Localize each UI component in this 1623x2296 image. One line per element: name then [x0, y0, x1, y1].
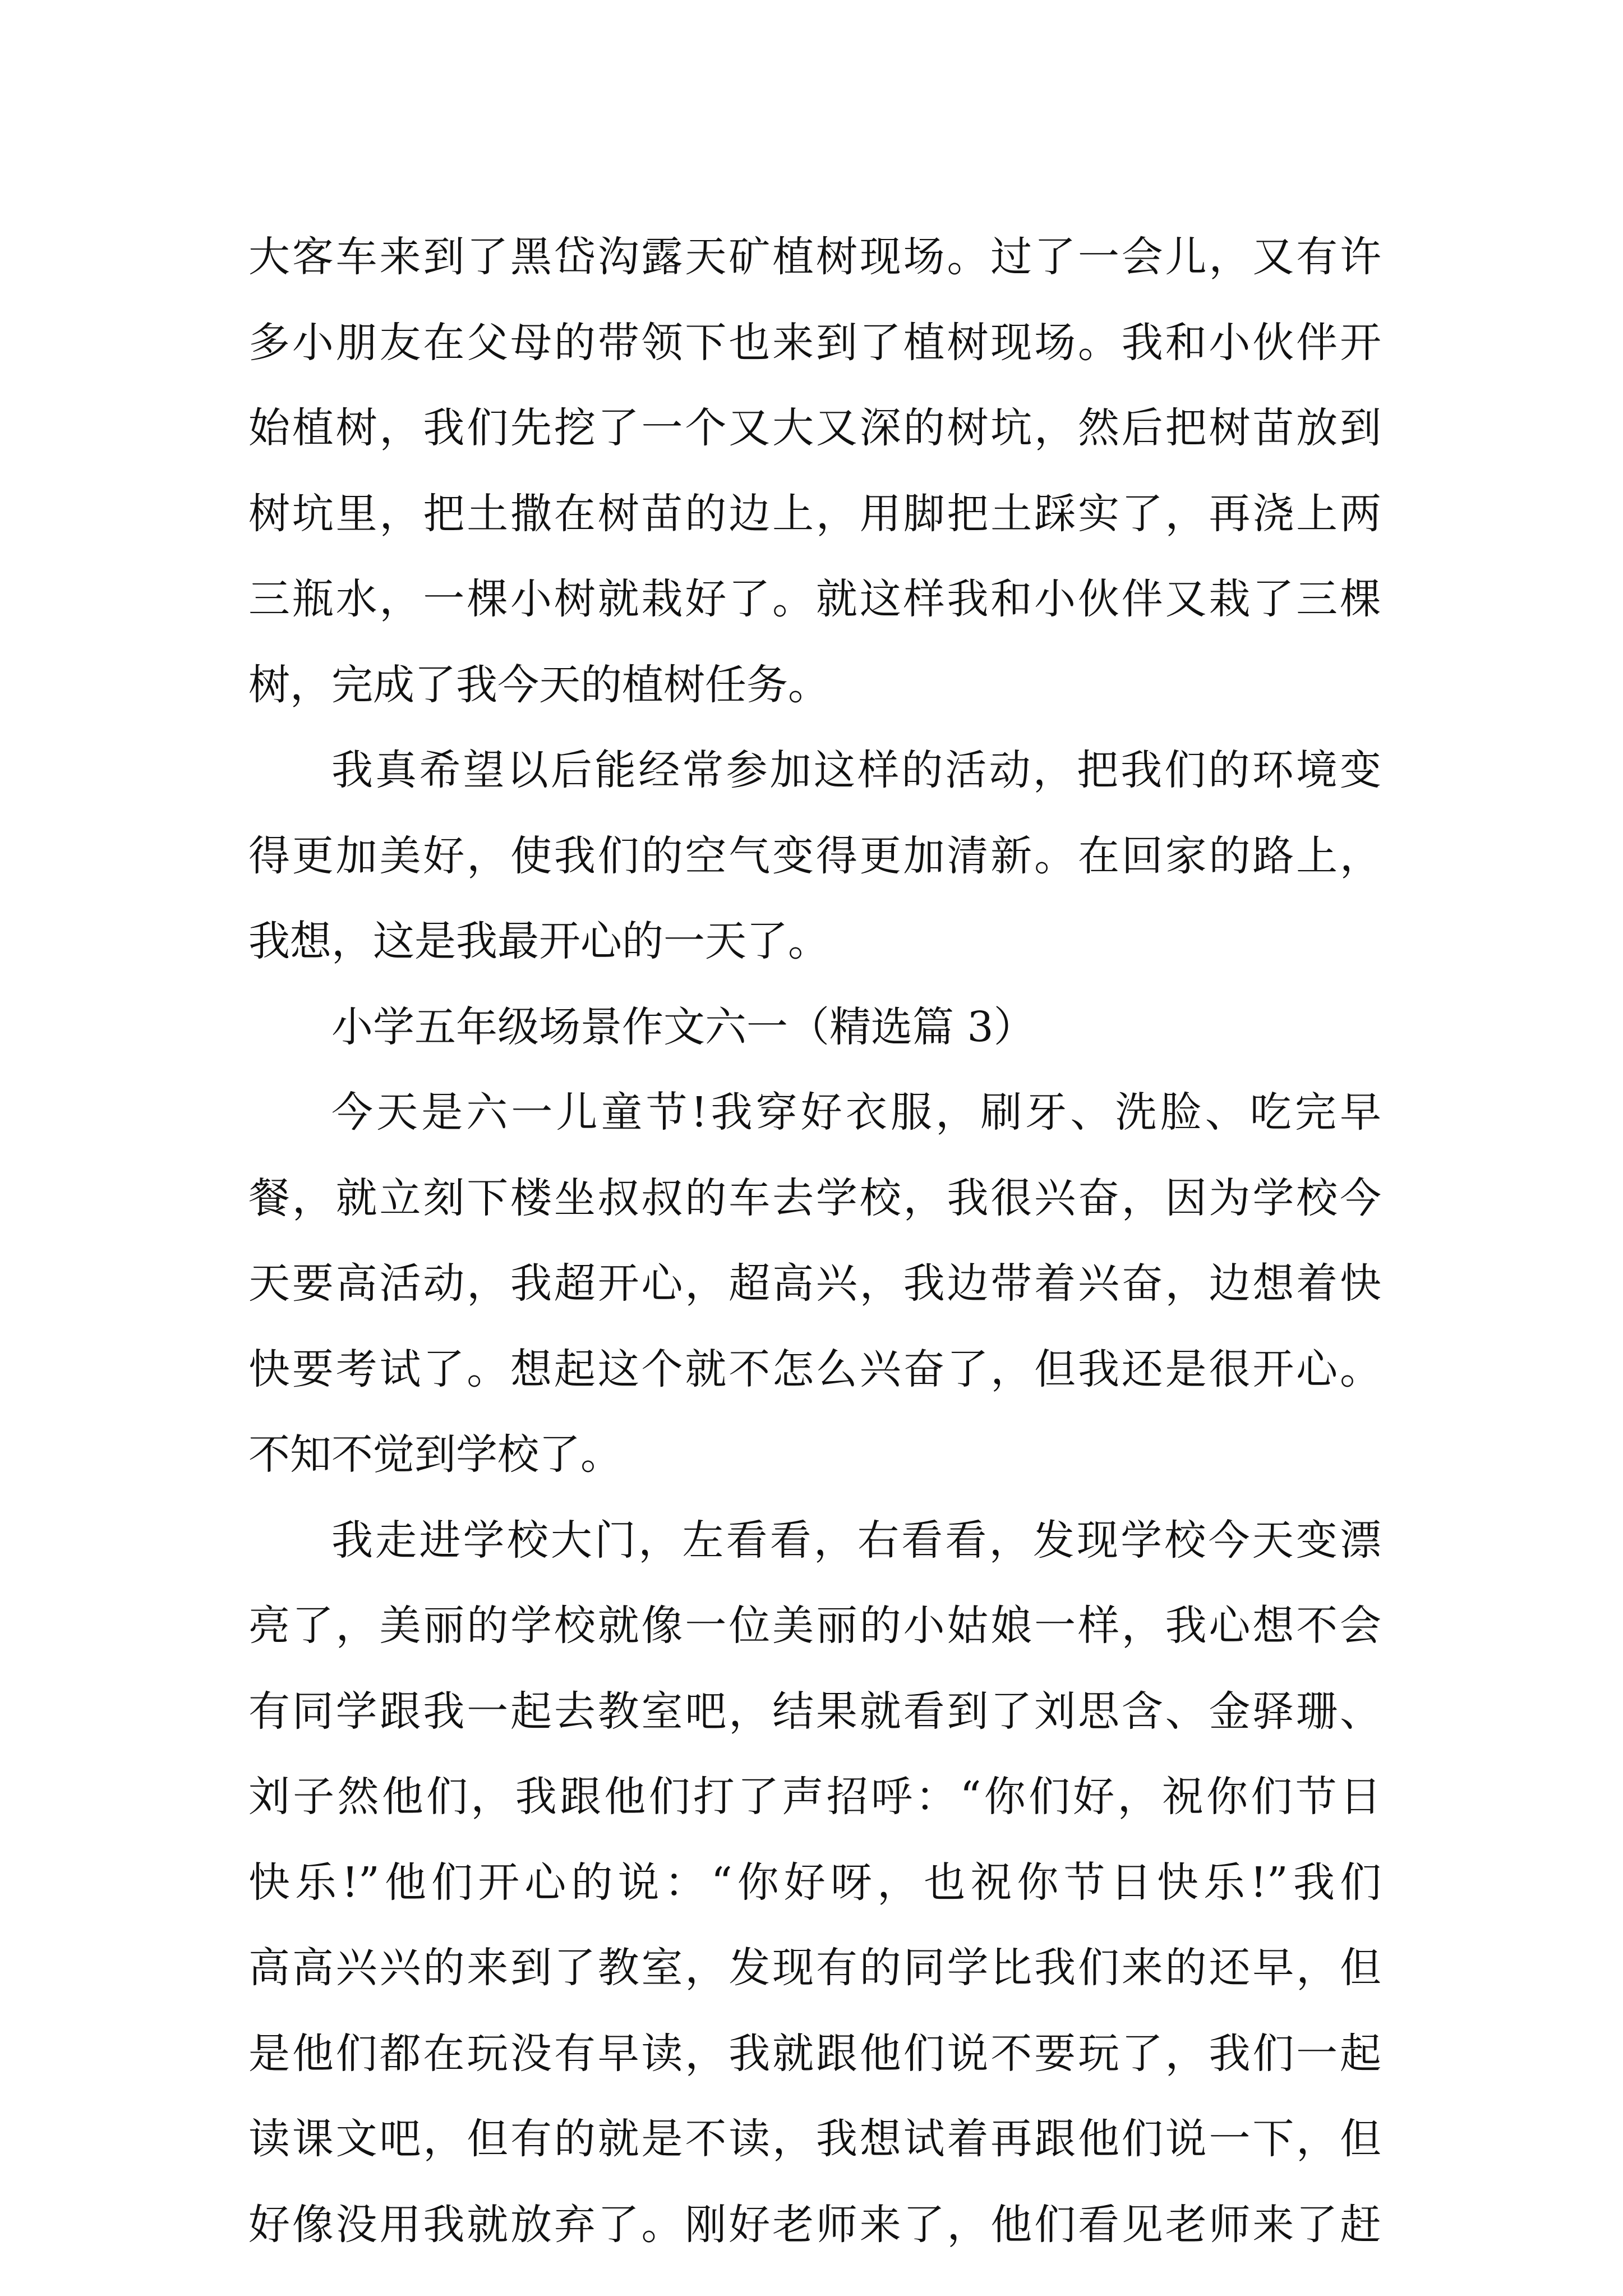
text-line: 我走进学校大门，左看看，右看看，发现学校今天变漂 — [331, 1516, 1381, 1565]
text-line: 快乐!”他们开心的说：“你好呀，也祝你节日快乐!”我们 — [248, 1858, 1381, 1907]
text-line: 有同学跟我一起去教室吧，结果就看到了刘思含、金驿珊、 — [248, 1687, 1381, 1736]
text-line: 我想，这是我最开心的一天了。 — [248, 917, 829, 965]
text-line: 大客车来到了黑岱沟露天矿植树现场。过了一会儿，又有许 — [248, 233, 1381, 281]
text-line: 始植树，我们先挖了一个又大又深的树坑，然后把树苗放到 — [248, 404, 1381, 452]
text-line: 得更加美好，使我们的空气变得更加清新。在回家的路上， — [248, 831, 1381, 880]
paragraph — [248, 214, 1381, 728]
text-line: 今天是六一儿童节!我穿好衣服，刷牙、洗脸、吃完早 — [331, 1088, 1381, 1137]
text-line: 树坑里，把土撒在树苗的边上，用脚把土踩实了，再浇上两 — [248, 489, 1381, 538]
text-line: 多小朋友在父母的带领下也来到了植树现场。我和小伙伴开 — [248, 318, 1381, 367]
paragraph — [248, 1498, 1381, 2268]
text-line: 树，完成了我今天的植树任务。 — [248, 660, 829, 709]
text-line: 天要高活动，我超开心，超高兴，我边带着兴奋，边想着快 — [248, 1259, 1381, 1308]
section-heading — [248, 984, 1381, 1070]
paragraph — [248, 1070, 1381, 1498]
text-line: 刘子然他们，我跟他们打了声招呼：“你们好，祝你们节日 — [248, 1773, 1381, 1821]
paragraph — [248, 728, 1381, 984]
text-line: 读课文吧，但有的就是不读，我想试着再跟他们说一下，但 — [248, 2115, 1381, 2163]
text-line: 不知不觉到学校了。 — [248, 1430, 622, 1479]
text-line: 我真希望以后能经常参加这样的活动，把我们的环境变 — [331, 746, 1381, 794]
heading-text: 小学五年级场景作文六一（精选篇 3） — [331, 1002, 1035, 1051]
text-line: 亮了，美丽的学校就像一位美丽的小姑娘一样，我心想不会 — [248, 1602, 1381, 1650]
text-line: 三瓶水，一棵小树就栽好了。就这样我和小伙伴又栽了三棵 — [248, 575, 1381, 623]
text-line: 餐，就立刻下楼坐叔叔的车去学校，我很兴奋，因为学校今 — [248, 1174, 1381, 1222]
text-line: 高高兴兴的来到了教室，发现有的同学比我们来的还早，但 — [248, 1944, 1381, 1992]
text-line: 好像没用我就放弃了。刚好老师来了，他们看见老师来了赶 — [248, 2200, 1381, 2249]
text-line: 是他们都在玩没有早读，我就跟他们说不要玩了，我们一起 — [248, 2029, 1381, 2078]
text-line: 快要考试了。想起这个就不怎么兴奋了，但我还是很开心。 — [248, 1345, 1381, 1393]
document-body — [248, 214, 1381, 2267]
